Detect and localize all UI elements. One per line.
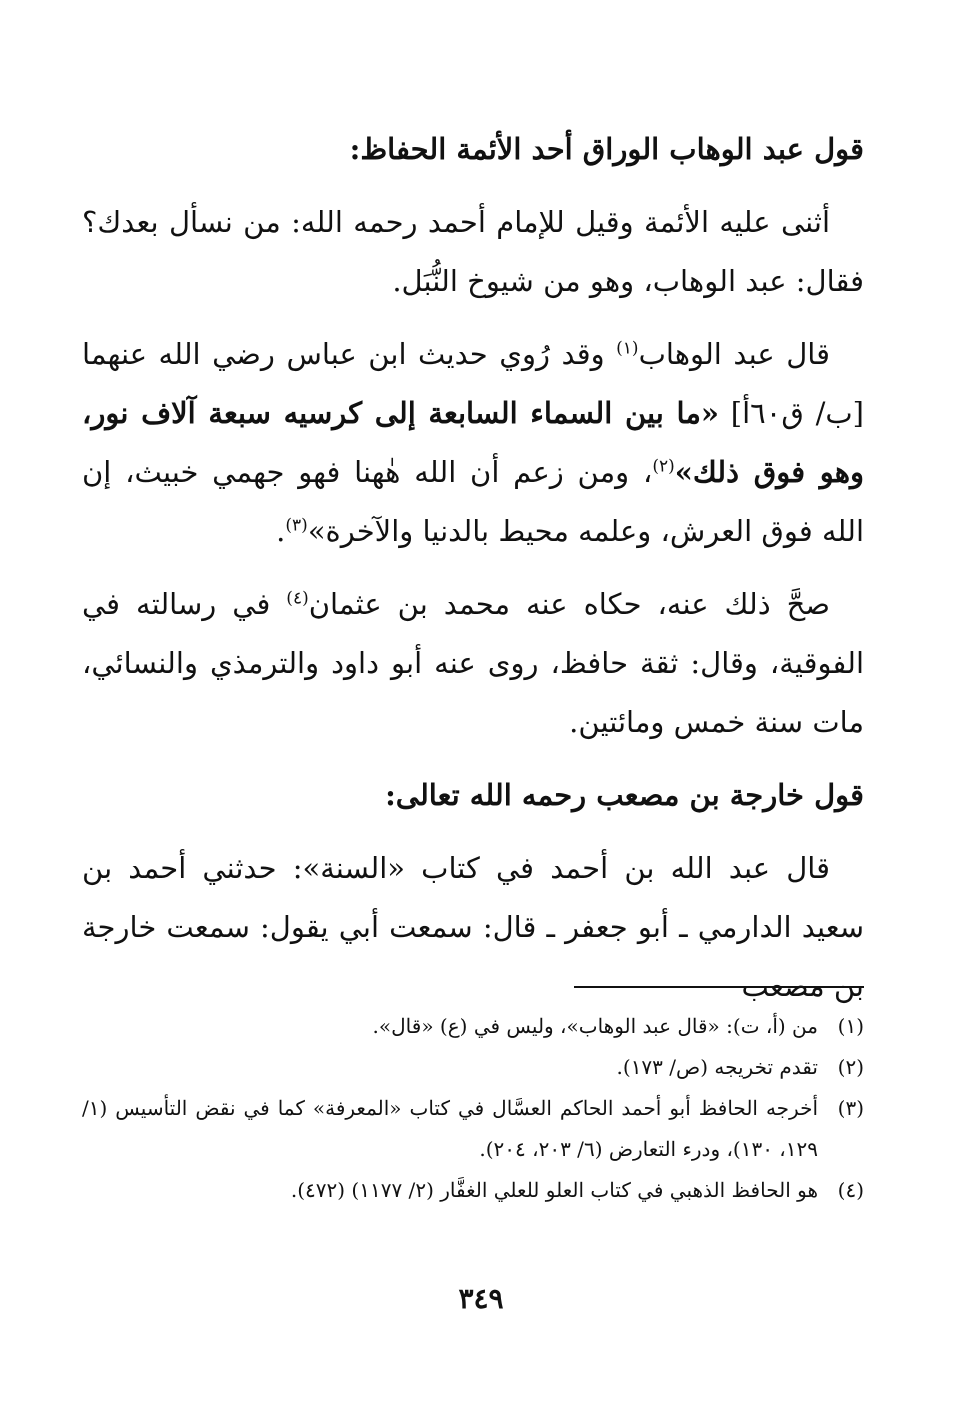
footnote-number: (١) bbox=[837, 1014, 864, 1038]
main-text bbox=[82, 120, 864, 1030]
paragraph bbox=[82, 193, 864, 311]
hadith-quote: «ما بين السماء السابعة إلى كرسيه سبعة آلاف نور، وهو فوق ذلك» bbox=[82, 396, 864, 489]
footnote bbox=[82, 1047, 864, 1088]
footnote-text: من (أ، ت): «قال عبد الوهاب»، وليس في (ع) «قال». bbox=[372, 1014, 818, 1038]
paragraph-text: ، ومن زعم أن الله هٰهنا فهو جهمي خبيث، إن الله فوق العرش، وعلمه محيط بالدنيا والآخرة» bbox=[82, 455, 864, 548]
footnote-ref: (٣) bbox=[285, 515, 308, 536]
footnote-text: هو الحافظ الذهبي في كتاب العلو للعلي الغفَّار (٢/ ١١٧٧) (٤٧٢). bbox=[290, 1178, 818, 1202]
footnote-text: تقدم تخريجه (ص/ ١٧٣). bbox=[616, 1055, 818, 1079]
paragraph bbox=[82, 325, 864, 561]
footnote-ref: (٢) bbox=[652, 456, 675, 477]
footnote-number: (٣) bbox=[837, 1096, 864, 1120]
paragraph-text: صحَّ ذلك عنه، حكاه عنه محمد بن عثمان bbox=[308, 587, 830, 621]
paragraph-text: أثنى عليه الأئمة وقيل للإمام أحمد رحمه الله: من نسأل بعدك؟ فقال: عبد الوهاب، وهو من شيوخ النُّبَل. bbox=[82, 205, 864, 298]
footnote bbox=[82, 1170, 864, 1211]
paragraph bbox=[82, 575, 864, 752]
paragraph bbox=[82, 839, 864, 1016]
paragraph-text: قال عبد الوهاب bbox=[638, 337, 830, 371]
section-heading-wahhab: قول عبد الوهاب الوراق أحد الأئمة الحفاظ: bbox=[349, 132, 864, 166]
paragraph-text: وقد رُوي حديث ابن عباس رضي الله عنهما [ب/ ق٦٠أ] bbox=[82, 337, 864, 430]
footnotes bbox=[82, 1006, 864, 1211]
footnote-number: (٢) bbox=[837, 1055, 864, 1079]
footnote bbox=[82, 1088, 864, 1170]
footnote-separator bbox=[574, 986, 864, 988]
paragraph-text: في رسالته في الفوقية، وقال: ثقة حافظ، روى عنه أبو داود والترمذي والنسائي، مات سنة خمس ومائتين. bbox=[82, 587, 864, 739]
page-number: ٣٤٩ bbox=[458, 1282, 504, 1315]
footnote-number: (٤) bbox=[837, 1178, 864, 1202]
paragraph-text: قال عبد الله بن أحمد في كتاب «السنة»: حدثني أحمد بن سعيد الدارمي ـ أبو جعفر ـ قال: سمعت أبي يقول: سمعت خارجة بن مصعب bbox=[82, 851, 864, 1003]
footnote bbox=[82, 1006, 864, 1047]
footnote-ref: (٤) bbox=[286, 588, 309, 609]
footnote-text: أخرجه الحافظ أبو أحمد الحاكم العسَّال في كتاب «المعرفة» كما في نقض التأسيس (١/ ١٢٩، ١٣٠)، ودرء التعارض (٦/ ٢٠٣، ٢٠٤). bbox=[82, 1096, 818, 1161]
section-heading-kharija: قول خارجة بن مصعب رحمه الله تعالى: bbox=[385, 778, 864, 812]
footnote-ref: (١) bbox=[616, 338, 639, 359]
paragraph-text: . bbox=[276, 514, 286, 548]
